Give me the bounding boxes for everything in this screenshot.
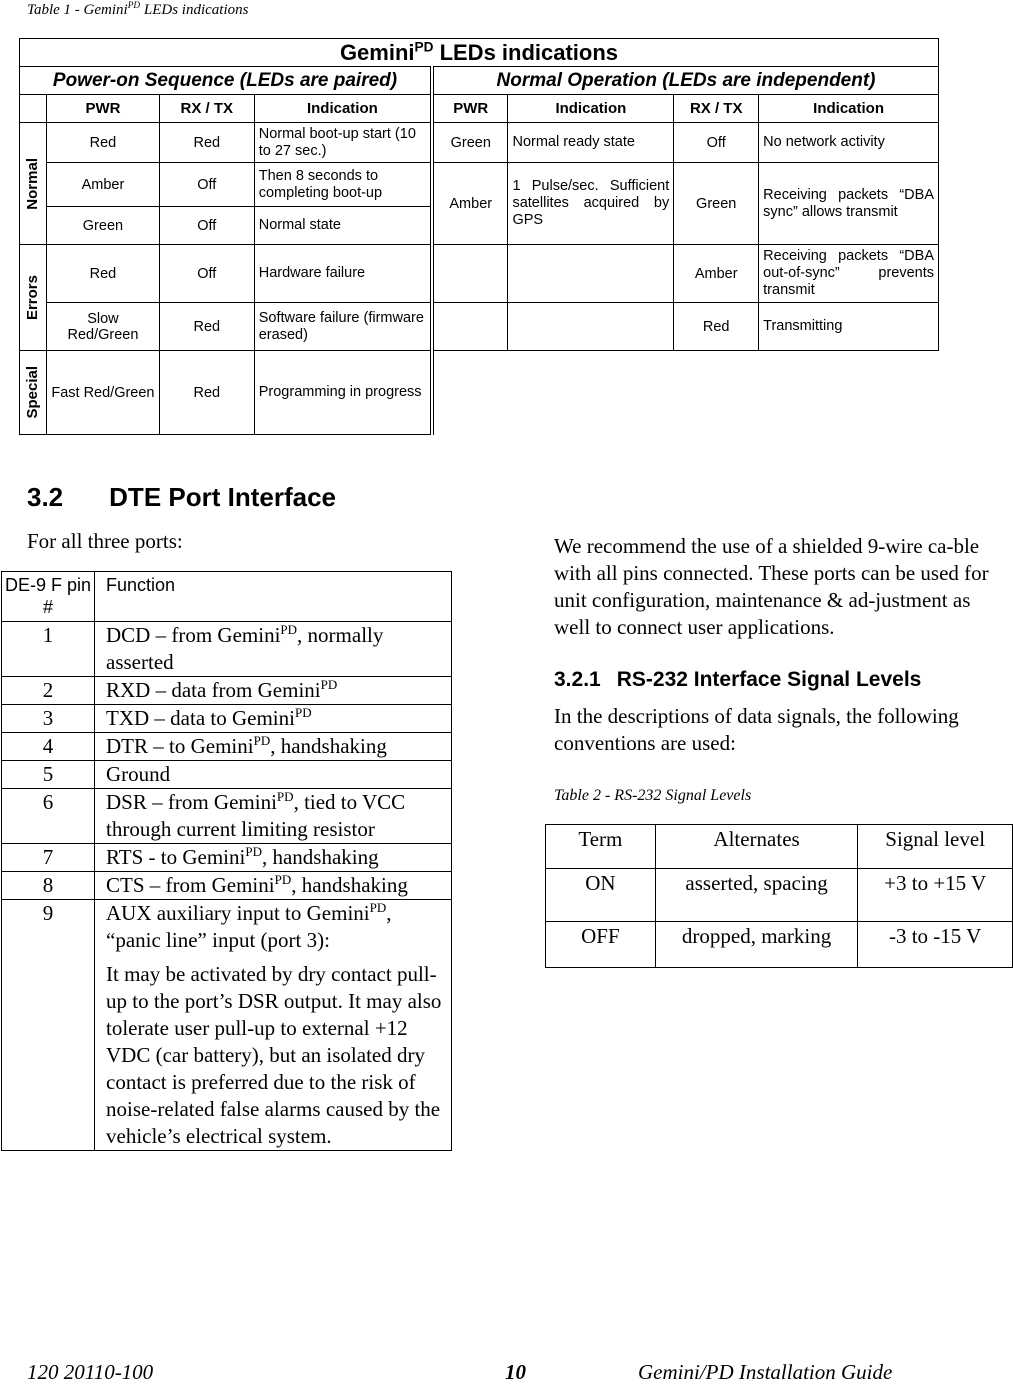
section-heading: 3.2 DTE Port Interface xyxy=(27,482,336,512)
table-cell xyxy=(432,303,508,351)
table-cell: ON xyxy=(546,869,656,922)
table-cell: Amber xyxy=(432,163,508,245)
table-cell: Fast Red/Green xyxy=(46,351,159,435)
table-cell: Red xyxy=(46,123,159,163)
col-header-indication: Indication xyxy=(254,95,432,123)
pin-function: RXD – data from Gemini$^{PD}$ xyxy=(95,677,452,705)
col-header-normal-pwr: PWR xyxy=(432,95,508,123)
function-header: Function xyxy=(95,572,452,622)
table-cell xyxy=(508,245,674,303)
pin-number: 9 xyxy=(2,900,95,1151)
table-cell: Software failure (firmware erased) xyxy=(254,303,432,351)
pin-function: DSR – from Gemini$^{PD}$, tied to VCC through current limiting resistor xyxy=(95,789,452,844)
table-cell: Programming in progress xyxy=(254,351,432,435)
table-cell: 1 Pulse/sec. Sufficient satellites acquired by GPS xyxy=(508,163,674,245)
pin-number: 7 xyxy=(2,844,95,872)
table-cell: -3 to -15 V xyxy=(858,922,1013,968)
col-header-alternates: Alternates xyxy=(655,825,858,869)
table-cell: Receiving packets “DBA out-of-sync” prevents transmit xyxy=(759,245,939,303)
subsection-text: In the descriptions of data signals, the following conventions are used: xyxy=(554,704,959,755)
pin-number: 2 xyxy=(2,677,95,705)
table-cell: Transmitting xyxy=(759,303,939,351)
table-cell: Red xyxy=(159,351,254,435)
de9-pin-table xyxy=(1,571,452,1151)
table-cell: Then 8 seconds to completing boot-up xyxy=(254,163,432,207)
col-header-signal-level: Signal level xyxy=(858,825,1013,869)
pin-function: AUX auxiliary input to Gemini$^{PD}$, “panic line” input (port 3): It may be activated by dry contact pull-up to the port’s DSR output. It may also tolerate user pull-up to external +12 VDC (car battery), but an isolated dry contact is preferred due to the risk of noise-related false alarms caused by the vehicle’s electrical system. xyxy=(95,900,452,1151)
table-cell: Green xyxy=(46,207,159,245)
table-cell: Off xyxy=(159,245,254,303)
table-cell: Amber xyxy=(46,163,159,207)
led-table-title: Gemini$^{PD}$ LEDs indications xyxy=(20,39,939,67)
pin-number: 6 xyxy=(2,789,95,844)
col-header-pwr: PWR xyxy=(46,95,159,123)
pin-number: 1 xyxy=(2,622,95,677)
table-cell: Amber xyxy=(674,245,759,303)
table-cell: Off xyxy=(159,163,254,207)
table-cell: Normal state xyxy=(254,207,432,245)
table-cell: No network activity xyxy=(759,123,939,163)
col-header-rxtx: RX / TX xyxy=(159,95,254,123)
pin-function: DCD – from Gemini$^{PD}$, normally asserted xyxy=(95,622,452,677)
power-on-sequence-header: Power-on Sequence (LEDs are paired) xyxy=(20,67,433,95)
footer-page-number: 10 xyxy=(505,1360,526,1384)
pin-function: TXD – data to Gemini$^{PD}$ xyxy=(95,705,452,733)
pin-number: 5 xyxy=(2,761,95,789)
table-cell: Red xyxy=(159,303,254,351)
table-cell: Receiving packets “DBA sync” allows transmit xyxy=(759,163,939,245)
col-header-normal-indication: Indication xyxy=(508,95,674,123)
table-cell xyxy=(432,245,508,303)
footer-guide-title: Gemini/PD Installation Guide xyxy=(638,1360,893,1384)
led-indications-table xyxy=(19,38,939,435)
table-cell: Green xyxy=(432,123,508,163)
table-cell: Slow Red/Green xyxy=(46,303,159,351)
table-cell: Red xyxy=(46,245,159,303)
col-header-normal-indication-2: Indication xyxy=(759,95,939,123)
aux-description: It may be activated by dry contact pull-up to the port’s DSR output. It may also tolerate user pull-up to external +12 VDC (car battery), but an isolated dry contact is preferred due to the risk of noise-related false alarms caused by the vehicle’s electrical system. xyxy=(106,962,442,1148)
blank-header-cell xyxy=(20,95,47,123)
pin-function: DTR – to Gemini$^{PD}$, handshaking xyxy=(95,733,452,761)
section-normal: Normal xyxy=(20,123,47,245)
table-cell: +3 to +15 V xyxy=(858,869,1013,922)
empty-area xyxy=(432,351,938,435)
table-cell: Red xyxy=(674,303,759,351)
table-cell: Normal boot-up start (10 to 27 sec.) xyxy=(254,123,432,163)
pin-function: Ground xyxy=(95,761,452,789)
section-special: Special xyxy=(20,351,47,435)
section-errors: Errors xyxy=(20,245,47,351)
table1-caption: Table 1 - Gemini$^{PD}$ LEDs indications xyxy=(27,1,249,18)
table-cell: Normal ready state xyxy=(508,123,674,163)
recommendation-paragraph: We recommend the use of a shielded 9-wire ca-ble with all pins connected. These ports can be used for unit configuration, maintenance & ad-justment as well to connect user applications. xyxy=(554,534,989,639)
pin-function: CTS – from Gemini$^{PD}$, handshaking xyxy=(95,872,452,900)
subsection-heading: 3.2.1 RS-232 Interface Signal Levels xyxy=(554,668,922,691)
col-header-term: Term xyxy=(546,825,656,869)
table-cell: Hardware failure xyxy=(254,245,432,303)
table-cell xyxy=(508,303,674,351)
table-cell: Red xyxy=(159,123,254,163)
table-cell: Off xyxy=(674,123,759,163)
pin-number: 4 xyxy=(2,733,95,761)
footer-doc-number: 120 20110-100 xyxy=(27,1360,154,1384)
col-header-normal-rxtx: RX / TX xyxy=(674,95,759,123)
pin-header: DE-9 F pin # xyxy=(2,572,95,622)
pin-function: RTS - to Gemini$^{PD}$, handshaking xyxy=(95,844,452,872)
rs232-levels-table xyxy=(545,824,1013,968)
pin-number: 8 xyxy=(2,872,95,900)
table-cell: Green xyxy=(674,163,759,245)
table-cell: OFF xyxy=(546,922,656,968)
table-cell: asserted, spacing xyxy=(655,869,858,922)
section-intro: For all three ports: xyxy=(27,529,183,553)
table-cell: Off xyxy=(159,207,254,245)
table-cell: dropped, marking xyxy=(655,922,858,968)
pin-number: 3 xyxy=(2,705,95,733)
normal-operation-header: Normal Operation (LEDs are independent) xyxy=(432,67,938,95)
table2-caption: Table 2 - RS-232 Signal Levels xyxy=(554,787,752,804)
